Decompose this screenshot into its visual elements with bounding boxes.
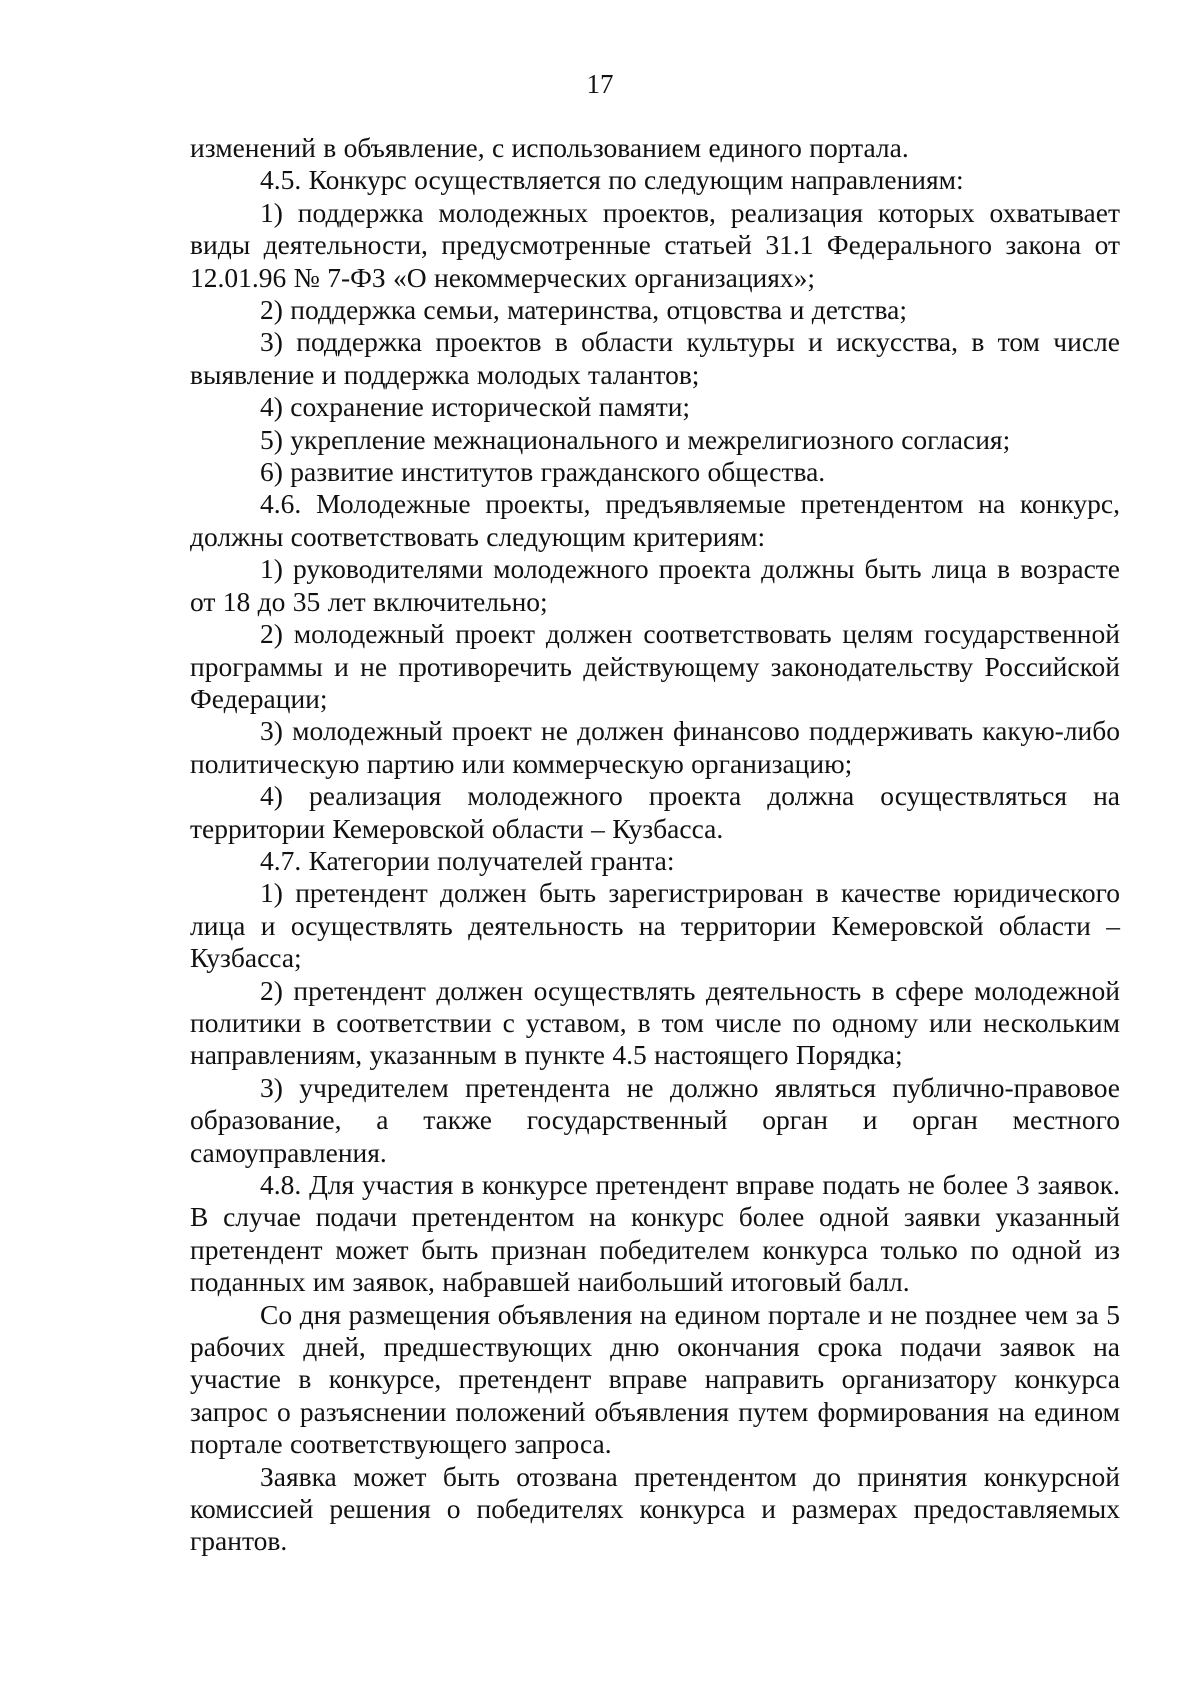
paragraph: 4.5. Конкурс осуществляется по следующим направлениям: [260,164,964,196]
paragraph: 2) поддержка семьи, материнства, отцовства и детства; [260,294,907,326]
paragraph: 3) молодежный проект не должен финансово поддерживать какую-либо политическую партию или коммерческую организацию; [190,715,1120,779]
paragraph: 2) молодежный проект должен соответствовать целям государственной программы и не противоречить действующему законодательству Российской Федерации; [190,618,1120,714]
paragraph: 1) руководителями молодежного проекта должны быть лица в возрасте от 18 до 35 лет включительно; [190,553,1120,617]
document-body [190,132,1120,1558]
paragraph: 6) развитие институтов гражданского общества. [260,456,826,488]
paragraph: 3) поддержка проектов в области культуры и искусства, в том числе выявление и поддержка молодых талантов; [190,326,1120,390]
paragraph: 1) поддержка молодежных проектов, реализация которых охватывает виды деятельности, предусмотренные статьей 31.1 Федерального закона от 12.01.96 № 7-ФЗ «О некоммерческих организациях»; [190,196,1120,293]
paragraph: 3) учредителем претендента не должно являться публично-правовое образование, а также государственный орган и орган местного самоуправления. [190,1071,1120,1168]
paragraph: 2) претендент должен осуществлять деятельность в сфере молодежной политики в соответствии с уставом, в том числе по одному или нескольким направлениям, указанным в пункте 4.5 настоящего Порядка; [190,974,1120,1071]
paragraph: 4.6. Молодежные проекты, предъявляемые претендентом на конкурс, должны соответствовать следующим критериям: [190,488,1120,552]
paragraph: Заявка может быть отозвана претендентом до принятия конкурсной комиссией решения о победителях конкурса и размерах предоставляемых грантов. [190,1460,1120,1557]
page-number: 17 [586,69,614,99]
paragraph: изменений в объявление, с использованием единого портала. [190,132,909,163]
paragraph: Со дня размещения объявления на едином портале и не позднее чем за 5 рабочих дней, предшествующих дню окончания срока подачи заявок на участие в конкурсе, претендент вправе направить организатору конкурса запрос о разъяснении положений объявления путем формирования на едином портале соответствующего запроса. [190,1298,1120,1460]
paragraph: 4.8. Для участия в конкурсе претендент вправе подать не более 3 заявок. В случае подачи претендентом на конкурс более одной заявки указанный претендент может быть признан победителем конкурса только по одной из поданных им заявок, набравшей наибольший итоговый балл. [190,1169,1120,1298]
paragraph: 1) претендент должен быть зарегистрирован в качестве юридического лица и осуществлять деятельность на территории Кемеровской области – Кузбасса; [190,877,1120,974]
paragraph: 4) реализация молодежного проекта должна осуществляться на территории Кемеровской области – Кузбасса. [190,780,1120,844]
paragraph: 4.7. Категории получателей гранта: [260,844,675,876]
paragraph: 4) сохранение исторической памяти; [260,391,691,423]
paragraph: 5) укрепление межнационального и межрелигиозного согласия; [260,423,1011,455]
